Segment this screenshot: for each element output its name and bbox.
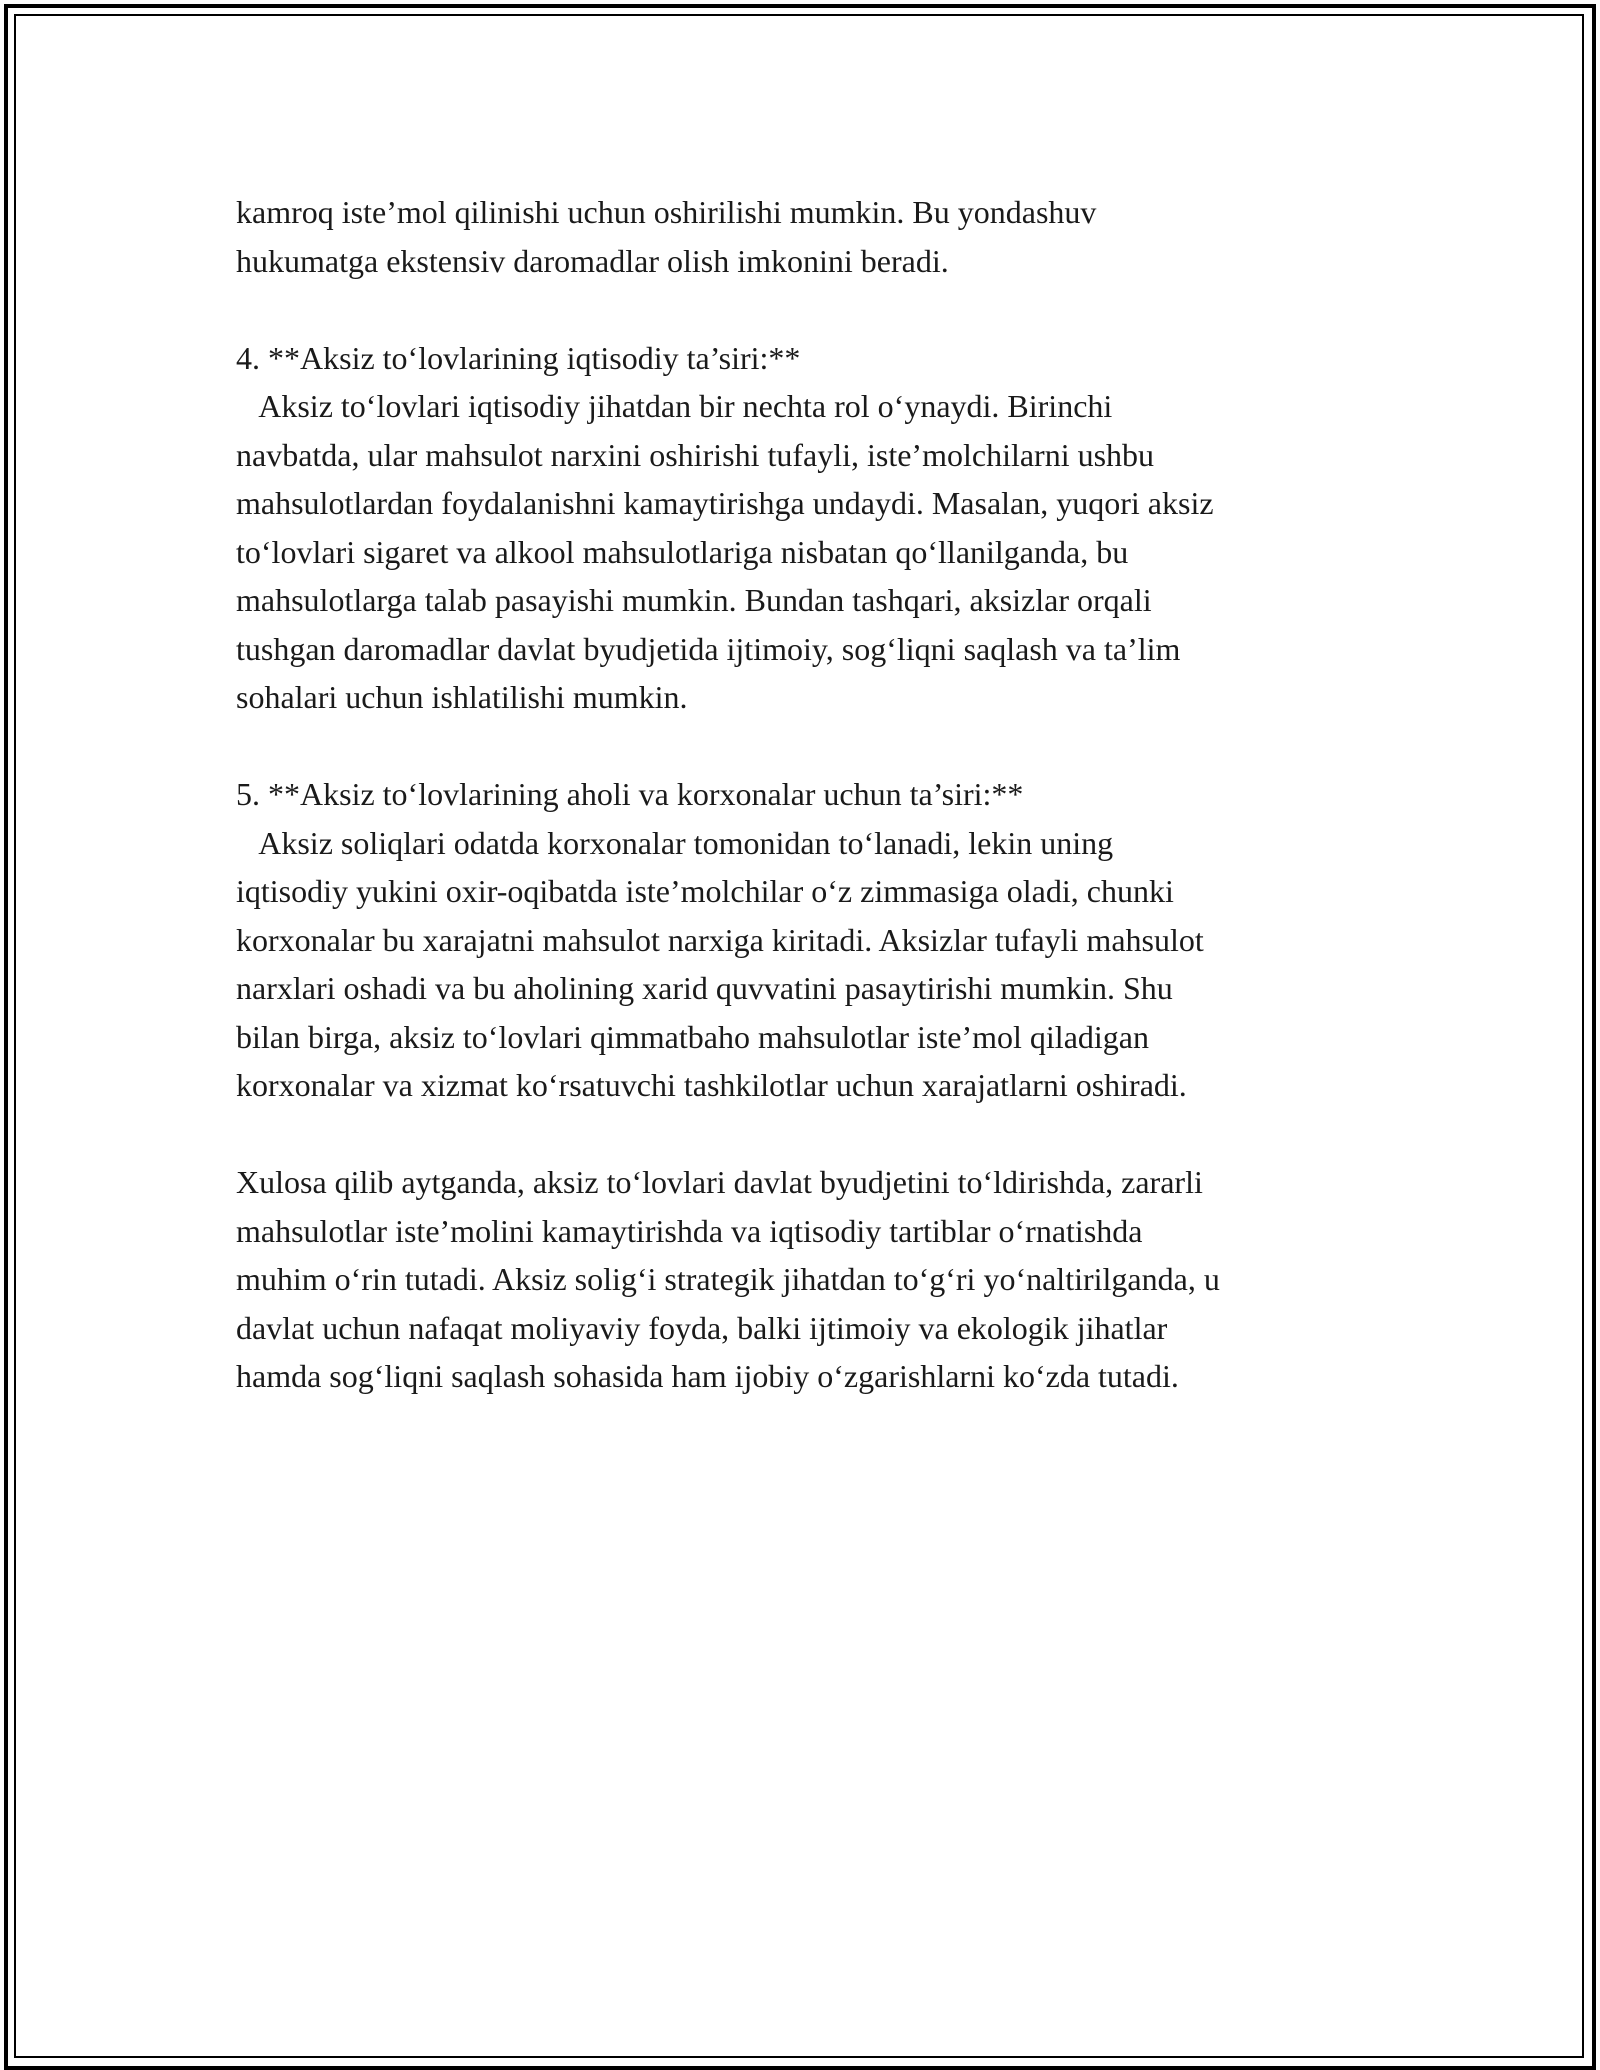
text-line: to‘lovlari sigaret va alkool mahsulotlariga nisbatan qo‘llanilganda, bu xyxy=(236,533,1129,570)
text-line: narxlari oshadi va bu aholining xarid quvvatini pasaytirishi mumkin. Shu xyxy=(236,970,1173,1006)
text-line: hamda sog‘liqni saqlash sohasida ham ijobiy o‘zgarishlarni ko‘zda tutadi. xyxy=(236,1358,1179,1394)
section-4 xyxy=(236,334,1396,722)
paragraph-gap xyxy=(236,285,1396,334)
paragraph-gap xyxy=(236,722,1396,771)
section-5-heading: 5. **Aksiz to‘lovlarining aholi va korxonalar uchun ta’siri:** xyxy=(236,776,1024,812)
text-line: navbatda, ular mahsulot narxini oshirishi tufayli, iste’molchilarni ushbu xyxy=(236,436,1155,473)
text-line: muhim o‘rin tutadi. Aksiz solig‘i strategik jihatdan to‘g‘ri yo‘naltirilganda, u xyxy=(236,1261,1220,1297)
text-line: sohalari uchun ishlatilishi mumkin. xyxy=(236,679,688,715)
text-line: kamroq iste’mol qilinishi uchun oshirilishi mumkin. Bu yondashuv xyxy=(236,194,1097,230)
section-4-heading: 4. **Aksiz to‘lovlarining iqtisodiy ta’siri:** xyxy=(236,339,801,376)
text-line: mahsulotlarga talab pasayishi mumkin. Bundan tashqari, aksizlar orqali xyxy=(236,582,1152,618)
section-5 xyxy=(236,770,1396,1110)
document-body xyxy=(236,188,1396,1401)
text-line: mahsulotlardan foydalanishni kamaytirishga undaydi. Masalan, yuqori aksiz xyxy=(236,485,1214,521)
text-line: Aksiz soliqlari odatda korxonalar tomonidan to‘lanadi, lekin uning xyxy=(236,824,1114,861)
text-line: davlat uchun nafaqat moliyaviy foyda, balki ijtimoiy va ekologik jihatlar xyxy=(236,1309,1168,1346)
text-line: Aksiz to‘lovlari iqtisodiy jihatdan bir nechta rol o‘ynaydi. Birinchi xyxy=(236,388,1113,424)
text-line: bilan birga, aksiz to‘lovlari qimmatbaho mahsulotlar iste’mol qiladigan xyxy=(236,1018,1149,1055)
text-line: korxonalar va xizmat ko‘rsatuvchi tashkilotlar uchun xarajatlarni oshiradi. xyxy=(236,1067,1187,1103)
text-line: Xulosa qilib aytganda, aksiz to‘lovlari davlat byudjetini to‘ldirishda, zararli xyxy=(236,1164,1203,1200)
text-line: iqtisodiy yukini oxir-oqibatda iste’molchilar o‘z zimmasiga oladi, chunki xyxy=(236,873,1174,909)
text-line: korxonalar bu xarajatni mahsulot narxiga kiritadi. Aksizlar tufayli mahsulot xyxy=(236,921,1204,958)
text-line: hukumatga ekstensiv daromadlar olish imkonini beradi. xyxy=(236,242,949,279)
text-line: tushgan daromadlar davlat byudjetida ijtimoiy, sog‘liqni saqlash va ta’lim xyxy=(236,630,1181,667)
text-line: mahsulotlar iste’molini kamaytirishda va iqtisodiy tartiblar o‘rnatishda xyxy=(236,1212,1143,1249)
conclusion-paragraph xyxy=(236,1158,1396,1401)
intro-paragraph xyxy=(236,188,1396,285)
paragraph-gap xyxy=(236,1110,1396,1159)
